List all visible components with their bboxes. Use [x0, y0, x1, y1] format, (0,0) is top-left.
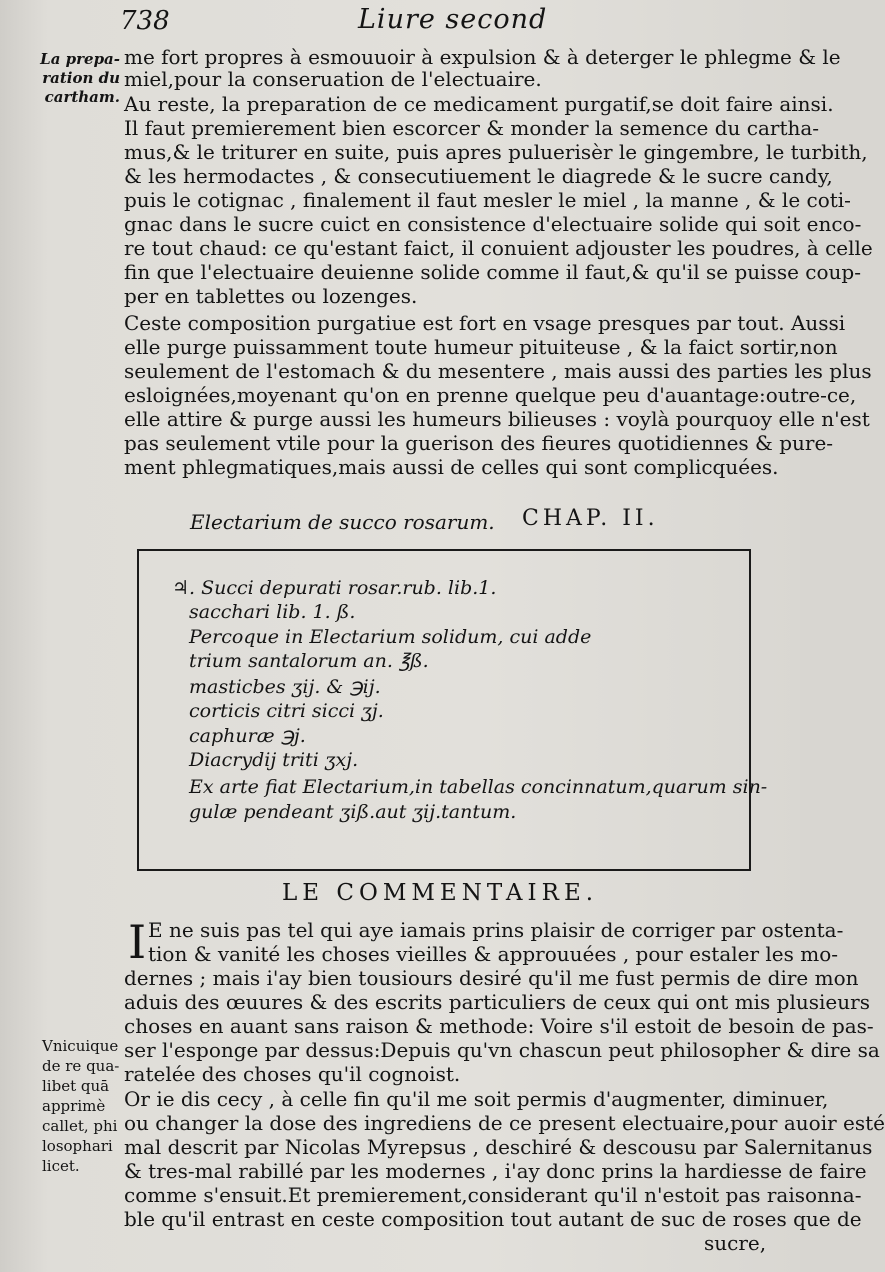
text-line: esloignées,moyenant qu'on en prenne quelque peu d'auantage:outre-ce,	[124, 383, 857, 407]
recipe-line: gulæ pendeant ʒiß.aut ʒij.tantum.	[189, 801, 517, 823]
recipe-line: corticis citri sicci ʒj.	[189, 700, 384, 722]
margin-note-line: Vnicuique	[42, 1037, 119, 1055]
chapter-label: CHAP. II.	[522, 506, 659, 531]
text-line: choses en auant sans raison & methode: Voire s'il estoit de besoin de pas-	[124, 1014, 874, 1038]
recipe-line: Ex arte fiat Electarium,in tabellas concinnatum,quarum sin-	[189, 776, 768, 798]
text-line: mal descrit par Nicolas Myrepsus , deschiré & descousu par Salernitanus	[124, 1135, 873, 1159]
margin-note-line: La prepa-	[40, 50, 120, 68]
text-line: ser l'esponge par dessus:Depuis qu'vn chascun peut philosopher & dire sa	[124, 1038, 880, 1062]
text-line: sucre,	[704, 1231, 767, 1255]
recipe-line: ♃. Succi depurati rosar.rub. lib.1.	[172, 577, 497, 599]
text-line: Or ie dis cecy , à celle fin qu'il me soit permis d'augmenter, diminuer,	[124, 1087, 829, 1111]
text-line: & les hermodactes , & consecutiuement le diagrede & le sucre candy,	[124, 164, 833, 188]
text-line: per en tablettes ou lozenges.	[124, 284, 418, 308]
text-line: pas seulement vtile pour la guerison des fieures quotidiennes & pure-	[124, 431, 834, 455]
text-line: aduis des œuures & des escrits particuliers de ceux qui ont mis plusieurs	[124, 990, 870, 1014]
text-line: seulement de l'estomach & du mesentere , mais aussi des parties les plus	[124, 359, 872, 383]
text-line: Ceste composition purgatiue est fort en vsage presques par tout. Aussi	[124, 311, 846, 335]
recipe-box	[137, 549, 768, 871]
margin-note-line: licet.	[42, 1157, 80, 1175]
text-line: fin que l'electuaire deuienne solide comme il faut,& qu'il se puisse coup-	[124, 260, 861, 284]
text-line: Au reste, la preparation de ce medicament purgatif,se doit faire ainsi.	[124, 92, 834, 116]
text-line: & tres-mal rabillé par les modernes , i'ay donc prins la hardiesse de faire	[124, 1159, 867, 1183]
margin-note-line: de re qua-	[42, 1057, 120, 1075]
margin-note-line: callet, phi	[42, 1117, 118, 1135]
recipe-line: trium santalorum an. ℥ß.	[189, 650, 429, 672]
text-line: ratelée des choses qu'il cognoist.	[124, 1062, 461, 1086]
text-line: ble qu'il entrast en ceste composition tout autant de suc de roses que de	[124, 1207, 862, 1231]
page-number: 738	[120, 6, 170, 36]
recipe-line: Diacrydij triti ʒxj.	[189, 749, 359, 771]
text-line: comme s'ensuit.Et premierement,considerant qu'il n'estoit pas raisonna-	[124, 1183, 862, 1207]
text-line: E ne suis pas tel qui aye iamais prins plaisir de corriger par ostenta-	[148, 918, 844, 942]
drop-cap: I	[128, 915, 147, 969]
margin-note-line: ration du	[42, 69, 120, 87]
margin-note-preparation	[30, 50, 120, 107]
recipe-line: caphuræ ℈j.	[189, 725, 306, 747]
margin-note-line: cartham.	[44, 88, 120, 106]
margin-note-latin	[42, 1036, 126, 1176]
commentary-heading: LE COMMENTAIRE.	[282, 880, 599, 906]
text-line: re tout chaud: ce qu'estant faict, il conuient adjouster les poudres, à celle	[124, 236, 873, 260]
text-line: tion & vanité les choses vieilles & approuuées , pour estaler les mo-	[148, 942, 839, 966]
text-line: mus,& le triturer en suite, puis apres puluerisèr le gingembre, le turbith,	[124, 140, 868, 164]
text-line: ou changer la dose des ingrediens de ce present electuaire,pour auoir esté	[124, 1111, 885, 1135]
text-line: ment phlegmatiques,mais aussi de celles qui sont complicquées.	[124, 455, 779, 479]
page-header	[0, 2, 800, 42]
margin-note-line: apprimè	[42, 1097, 106, 1115]
recipe-line: Percoque in Electarium solidum, cui adde	[189, 626, 592, 648]
recipe-line: sacchari lib. 1. ß.	[189, 601, 356, 623]
chapter-title: Electarium de succo rosarum.	[190, 510, 495, 534]
margin-note-line: losophari	[42, 1137, 113, 1155]
text-line: puis le cotignac , finalement il faut mesler le miel , la manne , & le coti-	[124, 188, 851, 212]
text-line: elle purge puissamment toute humeur pituiteuse , & la faict sortir,non	[124, 335, 838, 359]
text-line: elle attire & purge aussi les humeurs bilieuses : voylà pourquoy elle n'est	[124, 407, 870, 431]
margin-note-line: libet quā	[42, 1077, 110, 1095]
text-line: me fort propres à esmouuoir à expulsion & à deterger le phlegme & le	[124, 45, 841, 69]
recipe-line: masticbes ʒij. & ℈ij.	[189, 676, 381, 698]
running-title: Liure second	[358, 4, 548, 35]
text-line: gnac dans le sucre cuict en consistence d'electuaire solide qui soit enco-	[124, 212, 862, 236]
text-line: miel,pour la conseruation de l'electuaire.	[124, 67, 542, 91]
text-line: dernes ; mais i'ay bien tousiours desiré qu'il me fust permis de dire mon	[124, 966, 859, 990]
text-line: Il faut premierement bien escorcer & monder la semence du cartha-	[124, 116, 820, 140]
